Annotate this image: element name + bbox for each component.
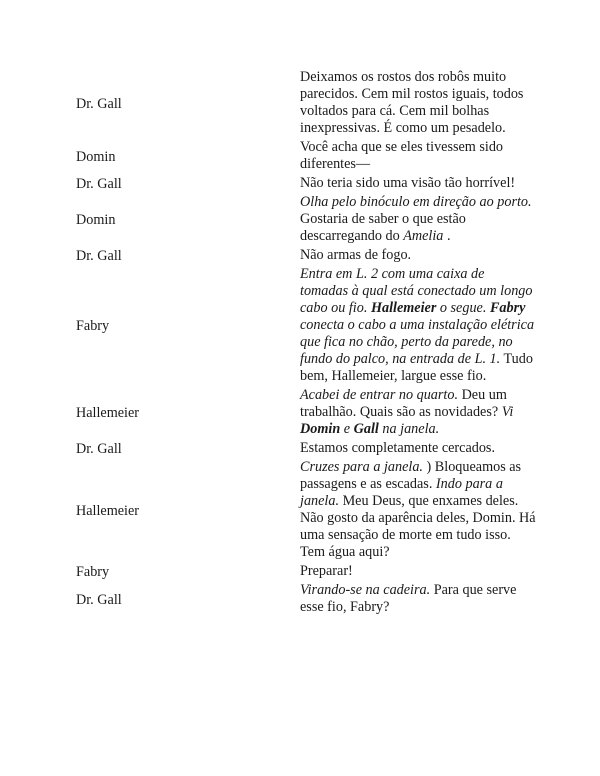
speaker-name: Dr. Gall <box>76 441 122 457</box>
stage-direction: na janela. <box>378 421 440 437</box>
stage-direction: Entra em L. 2 com uma caixa de tomadas à qual está conectado um longo cabo ou fio. <box>300 266 533 316</box>
speaker-name: Dr. Gall <box>76 176 122 192</box>
speaker-name: Fabry <box>76 564 110 580</box>
stage-direction: Olha pelo binóculo em direção ao porto. <box>300 194 532 210</box>
dialogue-text <box>300 139 536 175</box>
dialogue-text <box>300 247 536 266</box>
character-name-emphasis: Domin <box>300 421 341 437</box>
speaker-name: Domin <box>76 148 116 165</box>
spoken-text: . <box>443 228 451 244</box>
dialogue-text <box>300 582 536 618</box>
dialogue-row <box>76 69 536 139</box>
dialogue-rows <box>76 69 536 618</box>
spoken-text: Tudo bem, Hallemeier, largue esse fio. <box>300 351 533 384</box>
stage-direction: Acabei de entrar no quarto. <box>300 387 459 403</box>
dialogue-text <box>300 194 536 247</box>
speaker-name: Dr. Gall <box>76 248 122 264</box>
dialogue-text <box>300 266 536 387</box>
dialogue-row <box>76 175 536 194</box>
spoken-text: Você acha que se eles tivessem sido diferentes— <box>300 139 504 172</box>
speaker-name: Domin <box>76 212 116 228</box>
dialogue-row <box>76 139 536 175</box>
dialogue-text <box>300 563 536 582</box>
spoken-text: Preparar! <box>300 563 353 579</box>
character-name-emphasis: Fabry <box>489 300 526 316</box>
stage-direction: conecta o cabo a uma instalação elétrica que fica no chão, perto da parede, no fundo do palco, na entrada de L. 1. <box>300 317 535 367</box>
stage-direction: Virando-se na cadeira. <box>300 582 431 598</box>
speaker-name: Hallemeier <box>76 502 140 519</box>
stage-direction: Vi <box>501 404 514 420</box>
character-name-emphasis: Hallemeier <box>370 300 437 316</box>
speaker-name: Dr. Gall <box>76 591 122 608</box>
dialogue-row <box>76 387 536 440</box>
spoken-text: ) Bloqueamos as passagens e as escadas. <box>300 459 522 492</box>
stage-direction: o segue. <box>436 300 490 316</box>
spoken-text: Gostaria de saber o que estão descarregando do <box>300 211 466 244</box>
spoken-text: Estamos completamente cercados. <box>300 440 496 456</box>
stage-direction: e <box>340 421 354 437</box>
dialogue-row <box>76 563 536 582</box>
dialogue-text <box>300 387 536 440</box>
dialogue-text <box>300 175 536 194</box>
spoken-text: Deu um trabalhão. Quais são as novidades? <box>300 387 507 420</box>
spoken-text: Meu Deus, que enxames deles. Não gosto da aparência deles, Domin. Há uma sensação de morte em tudo isso. Tem água aqui? <box>300 493 536 560</box>
speaker-name: Hallemeier <box>76 405 140 421</box>
dialogue-row <box>76 266 536 387</box>
spoken-text: Deixamos os rostos dos robôs muito parecidos. Cem mil rostos iguais, todos voltados para cá. Cem mil bolhas inexpressivas. É como um pesadelo. <box>300 69 524 136</box>
dialogue-row <box>76 582 536 618</box>
stage-direction: Amelia <box>403 228 444 244</box>
dialogue-row <box>76 247 536 266</box>
spoken-text: Não armas de fogo. <box>300 247 412 263</box>
spoken-text: Não teria sido uma visão tão horrível! <box>300 175 516 191</box>
dialogue-row <box>76 459 536 563</box>
dialogue-text <box>300 440 536 459</box>
stage-direction: Indo para a janela. <box>300 476 503 509</box>
dialogue-table <box>76 69 536 618</box>
stage-direction: Cruzes para a janela. <box>300 459 423 475</box>
dialogue-text <box>300 459 536 563</box>
spoken-text: Para que serve esse fio, Fabry? <box>300 582 517 615</box>
speaker-name: Fabry <box>76 318 110 334</box>
dialogue-text <box>300 69 536 139</box>
speaker-name: Dr. Gall <box>76 95 122 112</box>
dialogue-row <box>76 440 536 459</box>
dialogue-row <box>76 194 536 247</box>
character-name-emphasis: Gall <box>353 421 379 437</box>
